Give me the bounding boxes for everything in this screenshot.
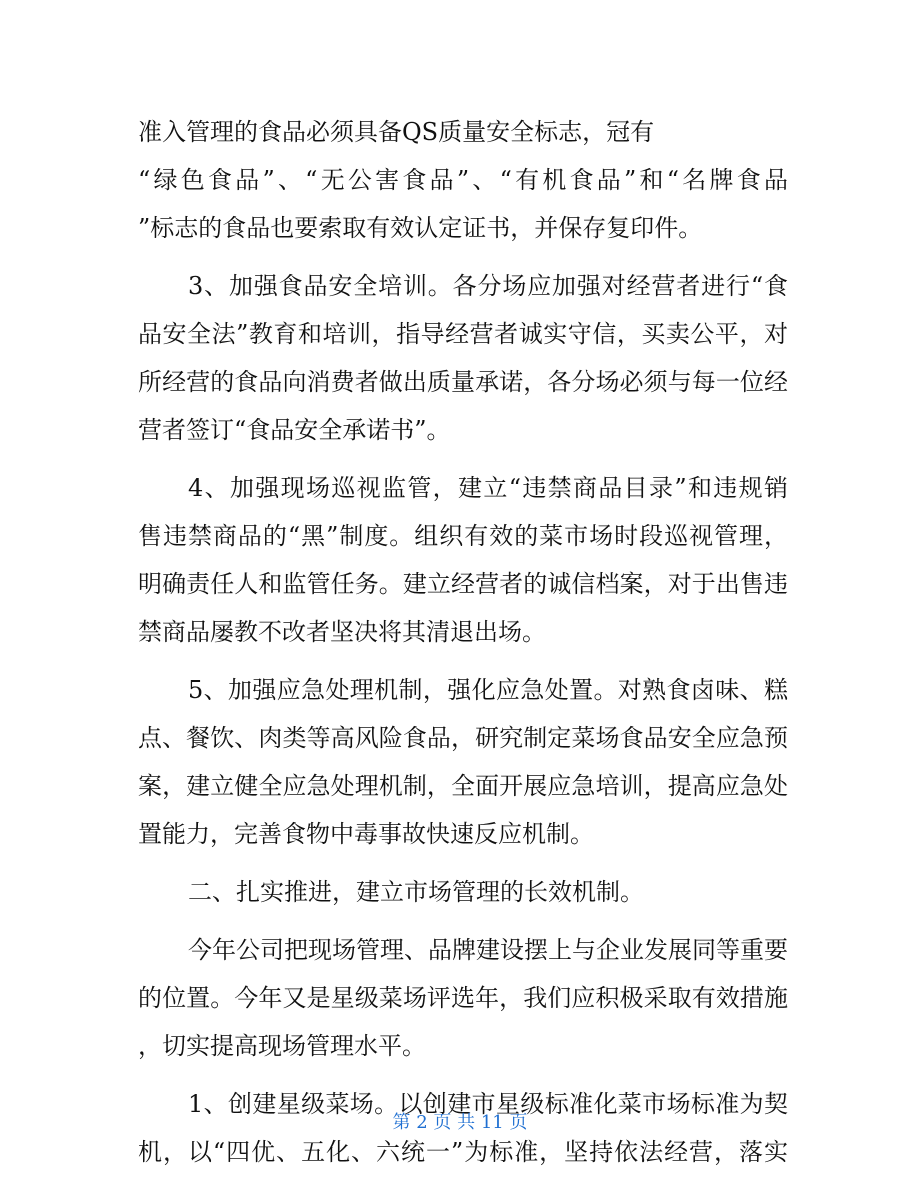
paragraph-gap: [138, 858, 788, 868]
text-line: 今年公司把现场管理、品牌建设摆上与企业发展同等重要: [188, 936, 788, 964]
text-line: 品安全法”教育和培训，指导经营者诚实守信，买卖公平，对: [138, 320, 788, 348]
text-line: 5、加强应急处理机制，强化应急处置。对熟食卤味、糕: [188, 676, 788, 704]
text-line: 的位置。今年又是星级菜场评选年，我们应积极采取有效措施: [138, 984, 788, 1012]
text-line: 3、加强食品安全培训。各分场应加强对经营者进行“食: [188, 272, 788, 300]
text-line: ，切实提高现场管理水平。: [138, 1032, 426, 1060]
paragraph-gap: [138, 1070, 788, 1080]
text-line: 所经营的食品向消费者做出质量承诺，各分场必须与每一位经: [138, 368, 788, 396]
text-line: 置能力，完善食物中毒事故快速反应机制。: [138, 820, 594, 848]
paragraph-gap: [138, 252, 788, 262]
paragraph-gap: [138, 656, 788, 666]
text-line: 点、餐饮、肉类等高风险食品，研究制定菜场食品安全应急预: [138, 724, 788, 752]
paragraph-gap: [138, 916, 788, 926]
text-line: 案，建立健全应急处理机制，全面开展应急培训，提高应急处: [138, 772, 788, 800]
text-line: 1、创建星级菜场。以创建市星级标准化菜市场标准为契: [188, 1090, 788, 1118]
text-line: 4、加强现场巡视监管，建立“违禁商品目录”和违规销: [188, 474, 788, 502]
paragraph-gap: [138, 454, 788, 464]
page-number-footer: 第 2 页 共 11 页: [392, 1112, 528, 1133]
text-line: ”标志的食品也要索取有效认定证书，并保存复印件。: [138, 214, 703, 242]
text-line: “绿色食品”、“无公害食品”、“有机食品”和“名牌食品: [138, 166, 788, 194]
text-line: 准入管理的食品必须具备QS质量安全标志，冠有: [138, 118, 655, 146]
text-line: 明确责任人和监管任务。建立经营者的诚信档案，对于出售违: [138, 570, 788, 598]
document-body: [138, 108, 788, 1176]
text-line: 营者签订“食品安全承诺书”。: [138, 416, 451, 444]
text-line: 机，以“四优、五化、六统一”为标准，坚持依法经营，落实: [138, 1138, 788, 1166]
text-line: 禁商品屡教不改者坚决将其清退出场。: [138, 618, 546, 646]
text-line: 售违禁商品的“黑”制度。组织有效的菜市场时段巡视管理，: [138, 522, 788, 550]
text-line: 二、扎实推进，建立市场管理的长效机制。: [188, 878, 644, 906]
